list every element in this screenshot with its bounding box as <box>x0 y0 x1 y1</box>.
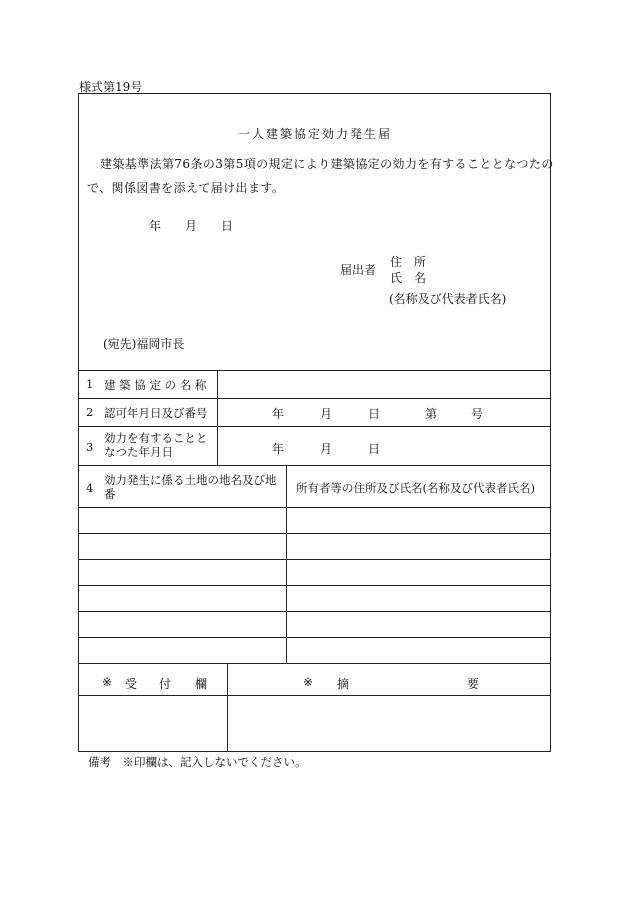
form-title: 一人建築協定効力発生届 <box>237 127 392 141</box>
addressee: (宛先)福岡市長 <box>103 337 185 351</box>
rule-reception-top <box>78 663 551 664</box>
form-number: 様式第19号 <box>79 80 143 94</box>
row3-label <box>104 431 216 459</box>
row3-day-label: 日 <box>368 442 381 456</box>
rule-land-divider <box>286 465 287 663</box>
row2-dai-label: 第 <box>425 407 438 421</box>
applicant-address-label: 住 所 <box>390 255 427 269</box>
row2-month-label: 月 <box>320 407 333 421</box>
rule-row2-top <box>78 398 551 399</box>
row4-label-line1: 効力発生に係る土地の地名及び地 <box>104 473 277 487</box>
rule-land-4 <box>78 585 551 586</box>
rule-land-1 <box>78 507 551 508</box>
row4-number: 4 <box>86 481 94 495</box>
row4-label <box>104 473 284 501</box>
summary-you: 要 <box>467 677 480 691</box>
rule-reception-divider <box>227 663 228 752</box>
applicant-name-label: 氏 名 <box>390 271 427 285</box>
row3-label-line2: なつた年月日 <box>104 445 173 459</box>
rule-row4-top <box>78 465 551 466</box>
rule-land-2 <box>78 533 551 534</box>
row2-year-label: 年 <box>272 407 285 421</box>
rule-land-3 <box>78 559 551 560</box>
rule-label-divider <box>217 370 218 465</box>
rule-land-6 <box>78 637 551 638</box>
body-line-2: で、関係図書を添えて届け出ます。 <box>87 181 285 195</box>
rule-land-5 <box>78 611 551 612</box>
row3-year-label: 年 <box>272 442 285 456</box>
row3-label-line1: 効力を有することと <box>104 431 208 445</box>
remarks-note: 備考 ※印欄は、記入しないでください。 <box>88 755 307 769</box>
owner-column-label: 所有者等の住所及び氏名(名称及び代表者氏名) <box>296 481 535 495</box>
reception-uke: 受 <box>125 677 138 691</box>
row2-day-label: 日 <box>368 407 381 421</box>
row2-go-label: 号 <box>471 407 484 421</box>
date-year-label: 年 <box>149 219 162 233</box>
applicant-corp-note: (名称及び代表者氏名) <box>389 292 507 306</box>
reception-ran: 欄 <box>195 677 208 691</box>
row2-label: 認可年月日及び番号 <box>104 406 208 420</box>
rule-row1-top <box>78 370 551 371</box>
agreement-name-field[interactable] <box>219 372 549 397</box>
date-month-label: 月 <box>185 219 198 233</box>
row1-label: 建 築 協 定 の 名 称 <box>104 378 207 392</box>
body-line-1: 建築基準法第76条の3第5項の規定により建築協定の効力を有することとなつたの <box>100 157 554 171</box>
summary-mark: ※ <box>303 675 314 689</box>
summary-teki: 摘 <box>337 677 350 691</box>
reception-mark: ※ <box>102 675 113 689</box>
row2-number: 2 <box>86 405 94 419</box>
applicant-label: 届出者 <box>340 263 377 277</box>
row3-month-label: 月 <box>320 442 333 456</box>
date-day-label: 日 <box>221 219 234 233</box>
rule-row3-top <box>78 426 551 427</box>
row3-number: 3 <box>86 440 94 454</box>
reception-tsuke: 付 <box>159 677 172 691</box>
row1-number: 1 <box>86 377 94 391</box>
rule-reception-mid <box>78 695 551 696</box>
row4-label-line2: 番 <box>104 487 116 501</box>
